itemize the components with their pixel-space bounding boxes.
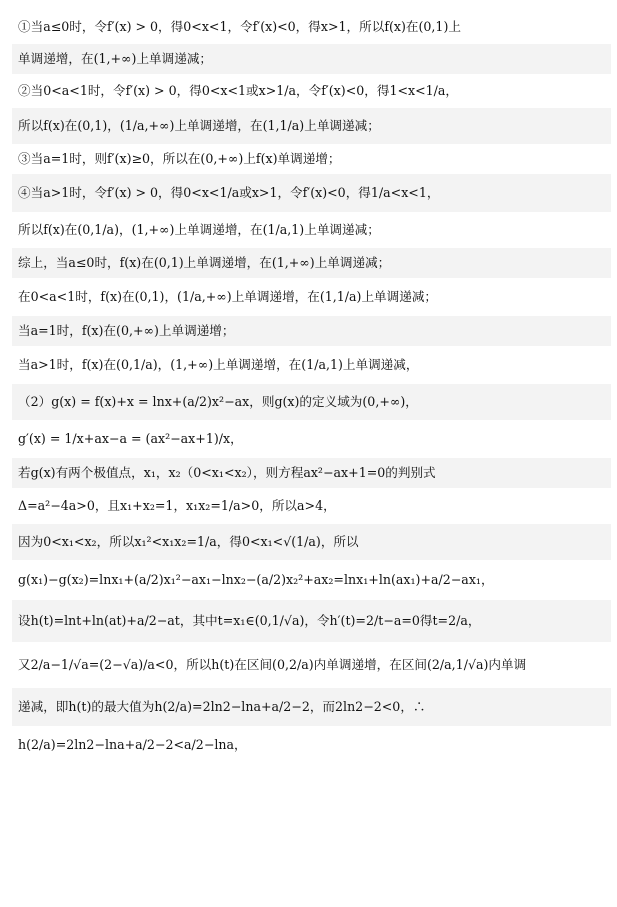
text-line bbox=[18, 346, 611, 384]
line-text: g(x₁)−g(x₂)=lnx₁+(a/2)x₁²−ax₁−lnx₂−(a/2)x₂²+ax₂=lnx₁+ln(ax₁)+a/2−ax₁， bbox=[18, 571, 494, 587]
text-line bbox=[12, 384, 611, 420]
text-line bbox=[18, 278, 611, 316]
line-text: 在0<a<1时，f(x)在(0,1)，(1/a,+∞)上单调递增，在(1,1/a)上单调递减； bbox=[18, 288, 438, 304]
line-text: ③当a=1时，则f′(x)≥0，所以在(0,+∞)上f(x)单调递增； bbox=[18, 150, 341, 166]
text-line bbox=[18, 144, 611, 174]
line-text: g′(x) = 1/x+ax−a = (ax²−ax+1)/x， bbox=[18, 430, 243, 446]
line-text: ④当a>1时，令f′(x) > 0，得0<x<1/a或x>1，令f′(x)<0，得1/a<x<1， bbox=[18, 184, 440, 200]
text-line bbox=[18, 420, 611, 458]
line-text: 所以f(x)在(0,1/a)，(1,+∞)上单调递增，在(1/a,1)上单调递减； bbox=[18, 221, 380, 237]
text-line bbox=[18, 74, 611, 108]
text-line bbox=[12, 458, 611, 488]
line-text: （2）g(x) = f(x)+x = lnx+(a/2)x²−ax，则g(x)的定义域为(0,+∞)， bbox=[18, 393, 418, 409]
line-text: 若g(x)有两个极值点，x₁，x₂（0<x₁<x₂），则方程ax²−ax+1=0的判别式 bbox=[18, 464, 436, 480]
text-line bbox=[18, 212, 611, 248]
line-text: 因为0<x₁<x₂，所以x₁²<x₁x₂=1/a，得0<x₁<√(1/a)，所以 bbox=[18, 533, 359, 549]
line-text: 所以f(x)在(0,1)，(1/a,+∞)上单调递增，在(1,1/a)上单调递减； bbox=[18, 117, 380, 133]
text-line bbox=[12, 524, 611, 560]
line-text: 当a=1时，f(x)在(0,+∞)上单调递增； bbox=[18, 322, 235, 338]
text-line bbox=[18, 560, 611, 600]
text-line bbox=[12, 248, 611, 278]
text-line bbox=[12, 108, 611, 144]
text-line bbox=[18, 10, 611, 44]
text-line bbox=[18, 642, 611, 688]
text-line bbox=[18, 726, 611, 764]
line-text: 当a>1时，f(x)在(0,1/a)，(1,+∞)上单调递增，在(1/a,1)上单调递减， bbox=[18, 356, 419, 372]
line-text: 单调递增，在(1,+∞)上单调递减； bbox=[18, 50, 213, 66]
text-line bbox=[12, 44, 611, 74]
text-line bbox=[12, 316, 611, 346]
line-text: 综上，当a≤0时，f(x)在(0,1)上单调递增，在(1,+∞)上单调递减； bbox=[18, 254, 391, 270]
line-text: ①当a≤0时，令f′(x) > 0，得0<x<1，令f′(x)<0，得x>1，所以f(x)在(0,1)上 bbox=[18, 18, 461, 34]
text-line bbox=[12, 688, 611, 726]
text-line bbox=[12, 600, 611, 642]
line-text: ②当0<a<1时，令f′(x) > 0，得0<x<1或x>1/a，令f′(x)<0，得1<x<1/a， bbox=[18, 82, 459, 98]
line-text: 又2/a−1/√a=(2−√a)/a<0，所以h(t)在区间(0,2/a)内单调递增，在区间(2/a,1/√a)内单调 bbox=[18, 656, 527, 672]
line-text: 设h(t)=lnt+ln(at)+a/2−at，其中t=x₁∈(0,1/√a)，令h′(t)=2/t−a=0得t=2/a， bbox=[18, 612, 481, 628]
line-text: 递减，即h(t)的最大值为h(2/a)=2ln2−lna+a/2−2，而2ln2−2<0，∴ bbox=[18, 698, 426, 714]
line-text: h(2/a)=2ln2−lna+a/2−2<a/2−lna， bbox=[18, 736, 247, 752]
line-text: Δ=a²−4a>0，且x₁+x₂=1，x₁x₂=1/a>0，所以a>4， bbox=[18, 497, 336, 513]
text-line bbox=[12, 174, 611, 212]
text-line bbox=[18, 488, 611, 524]
